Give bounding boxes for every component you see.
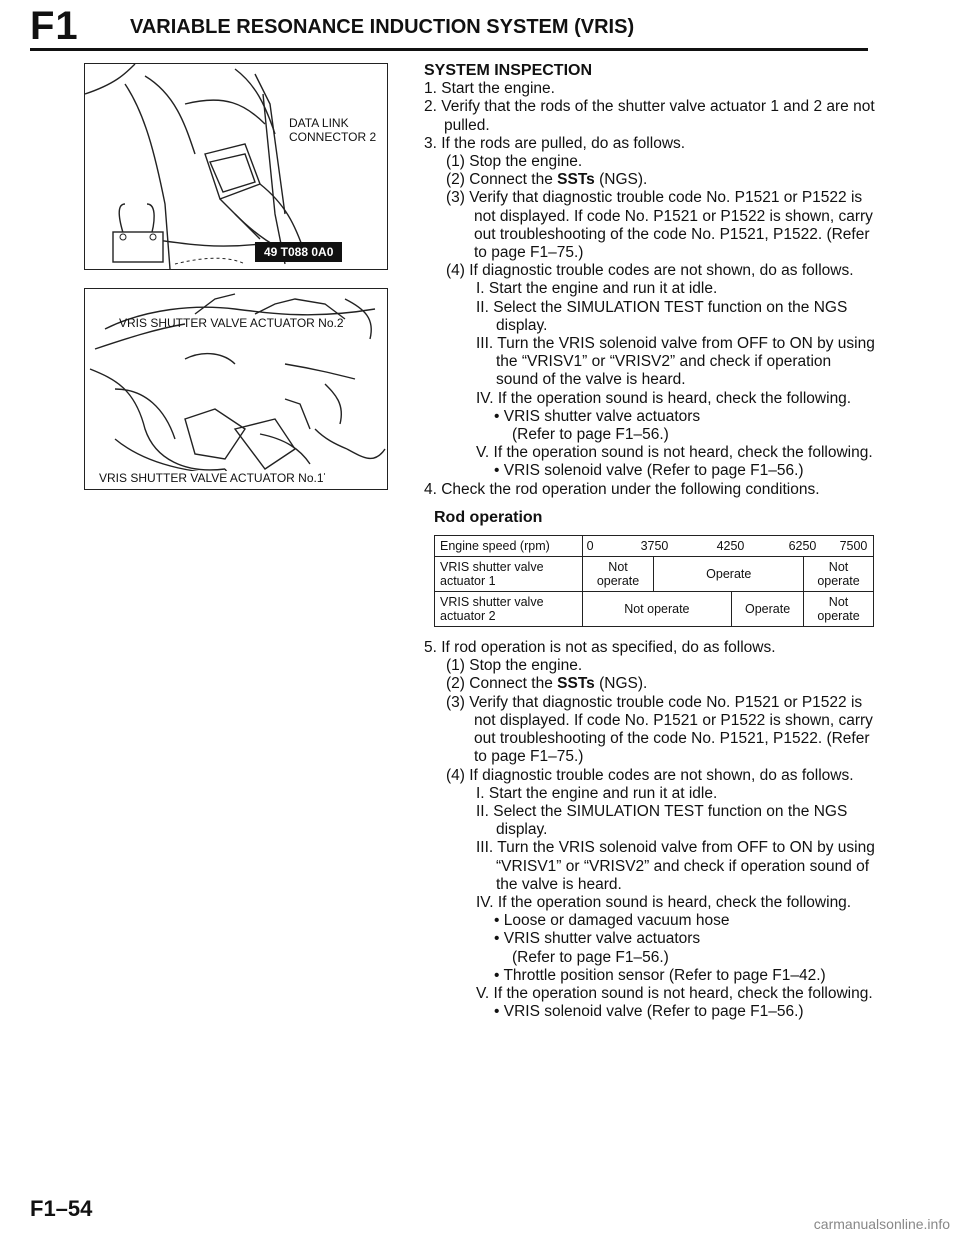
step-5-4-v: V. If the operation sound is not heard, check the following. <box>476 984 873 1002</box>
step-3-4-iv-ref: (Refer to page F1–56.) <box>512 426 669 444</box>
step-3: 3. If the rods are pulled, do as follows. <box>424 134 686 152</box>
step-5: 5. If rod operation is not as specified, do as follows. <box>424 639 776 657</box>
step-5-2-text-end: (NGS). <box>594 675 648 693</box>
step-5-4-iii: III. Turn the VRIS solenoid valve from OFF to ON by using “VRISV1” or “VRISV2” and check if operation sound of the valve is heard. <box>476 839 875 893</box>
tick-label: 0 <box>586 539 594 554</box>
step-5-2-text: (2) Connect the <box>446 675 558 693</box>
step-3-4-i: I. Start the engine and run it at idle. <box>476 280 718 298</box>
tick-label: 4250 <box>716 539 745 554</box>
step-3-4-iii: III. Turn the VRIS solenoid valve from OFF to ON by using the “VRISV1” or “VRISV2” and check if operation sound of the valve is heard. <box>476 335 875 389</box>
step-1: 1. Start the engine. <box>424 80 555 98</box>
step-5-1: (1) Stop the engine. <box>446 657 583 675</box>
step-5-4-i: I. Start the engine and run it at idle. <box>476 784 718 802</box>
tick-label: 6250 <box>788 539 817 554</box>
figure-code: 49 T088 0A0 <box>255 242 342 262</box>
speed-ticks-cell <box>582 536 873 557</box>
page-number: F1–54 <box>30 1196 93 1221</box>
sst-term: SSTs <box>557 675 595 693</box>
speed-header-cell: Engine speed (rpm) <box>435 536 583 557</box>
section-heading: SYSTEM INSPECTION <box>424 62 593 79</box>
table-cell: Operate <box>732 592 804 627</box>
step-4: 4. Check the rod operation under the following conditions. <box>424 480 820 498</box>
step-5-4-ii: II. Select the SIMULATION TEST function on the NGS display. <box>476 802 848 839</box>
actuator-no1-label: VRIS SHUTTER VALVE ACTUATOR No.1 <box>99 471 324 485</box>
table-row <box>435 592 874 627</box>
step-3-4-iv-bullet: • VRIS shutter valve actuators <box>494 407 701 425</box>
rod-operation-table <box>434 535 874 627</box>
rod-operation-heading: Rod operation <box>434 508 543 526</box>
watermark: carmanualsonline.info <box>813 1216 950 1232</box>
figure-data-link-connector <box>84 63 388 270</box>
step-5-4-iv-bullet: • Loose or damaged vacuum hose <box>494 912 730 930</box>
data-link-connector-label: DATA LINK CONNECTOR 2 <box>289 116 377 144</box>
step-5-4-iv-bullet: • Throttle position sensor (Refer to page F1–42.) <box>494 966 826 984</box>
table-cell: Operate <box>654 557 804 592</box>
step-5-4-iv: IV. If the operation sound is heard, check the following. <box>476 893 852 911</box>
step-3-4-v-bullet: • VRIS solenoid valve (Refer to page F1–56.) <box>494 462 804 480</box>
step-5-4-iv-ref: (Refer to page F1–56.) <box>512 948 669 966</box>
step-3-4: (4) If diagnostic trouble codes are not shown, do as follows. <box>446 262 854 280</box>
table-row <box>435 557 874 592</box>
step-3-4-v: V. If the operation sound is not heard, check the following. <box>476 444 873 462</box>
page-title: VARIABLE RESONANCE INDUCTION SYSTEM (VRIS) <box>130 16 635 38</box>
tick-label: 7500 <box>839 539 868 554</box>
row-label: VRIS shutter valve actuator 2 <box>435 592 583 627</box>
step-3-2-text: (2) Connect the <box>446 171 558 189</box>
data-link-connector-illustration <box>85 64 387 269</box>
step-5-4: (4) If diagnostic trouble codes are not shown, do as follows. <box>446 766 854 784</box>
step-3-3: (3) Verify that diagnostic trouble code No. P1521 or P1522 is not displayed. If code No. P1521 or P1522 is shown, carry out troubleshooting of the code No. P1521, P1522. (Refer to page F1–75.) <box>446 189 873 262</box>
inspection-text <box>424 62 876 1021</box>
sst-term: SSTs <box>557 171 595 189</box>
step-2: 2. Verify that the rods of the shutter valve actuator 1 and 2 are not pulled. <box>424 98 875 134</box>
step-5-2 <box>424 675 876 693</box>
row-label: VRIS shutter valve actuator 1 <box>435 557 583 592</box>
section-code: F1 <box>30 4 79 48</box>
actuator-no2-label: VRIS SHUTTER VALVE ACTUATOR No.2 <box>119 316 344 330</box>
figure-vris-actuators <box>84 288 388 490</box>
table-cell: Not operate <box>582 557 654 592</box>
table-cell: Not operate <box>804 592 874 627</box>
step-3-2 <box>424 171 876 189</box>
step-3-4-iv: IV. If the operation sound is heard, check the following. <box>476 389 852 407</box>
page-header <box>30 4 868 51</box>
step-3-1: (1) Stop the engine. <box>446 153 583 171</box>
table-cell: Not operate <box>582 592 732 627</box>
tick-label: 3750 <box>640 539 669 554</box>
step-5-4-iv-bullet: • VRIS shutter valve actuators <box>494 930 701 948</box>
step-3-4-ii: II. Select the SIMULATION TEST function on the NGS display. <box>476 298 848 334</box>
table-cell: Not operate <box>804 557 874 592</box>
step-5-3: (3) Verify that diagnostic trouble code No. P1521 or P1522 is not displayed. If code No. P1521 or P1522 is shown, carry out troubleshooting of the code No. P1521, P1522. (Refer to page F1–75.) <box>446 693 873 766</box>
step-3-2-text-end: (NGS). <box>594 171 648 189</box>
step-5-4-v-bullet: • VRIS solenoid valve (Refer to page F1–56.) <box>494 1003 804 1021</box>
table-row <box>435 536 874 557</box>
